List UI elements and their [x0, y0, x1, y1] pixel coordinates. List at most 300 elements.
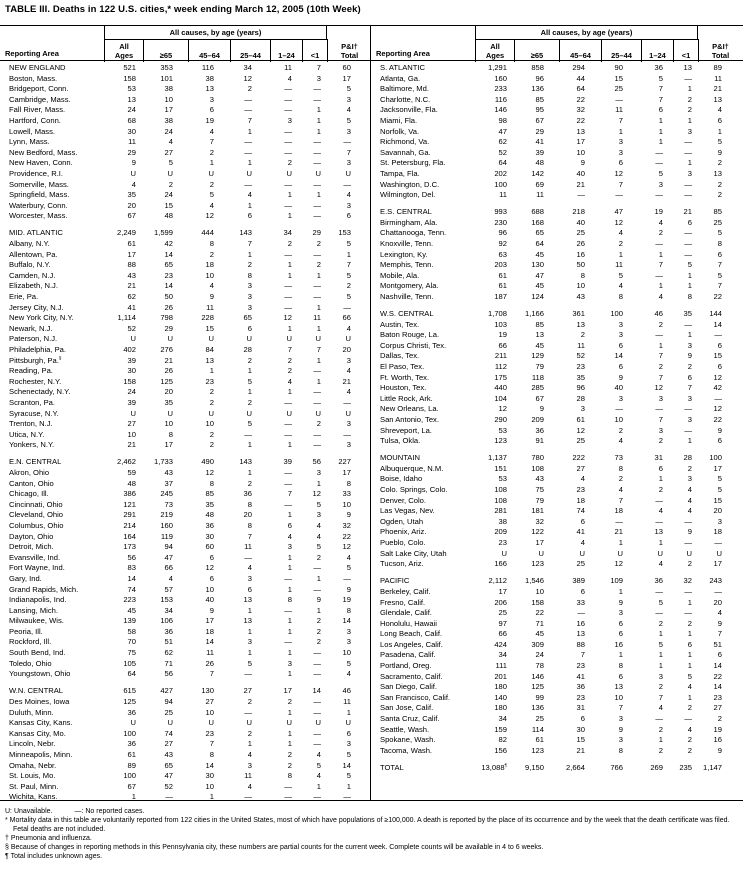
value-cell: — [343, 573, 351, 583]
city-label: Cincinnati, Ohio [9, 499, 63, 509]
value-cell: 23 [576, 692, 585, 702]
value-cell: 8 [618, 463, 623, 473]
value-cell: 1 [209, 366, 214, 376]
value-cell: 3 [346, 355, 351, 365]
value-cell: 96 [576, 383, 585, 393]
value-cell: 1,114 [117, 313, 136, 323]
value-cell: 2 [209, 440, 214, 450]
value-cell: 6 [618, 618, 623, 628]
value-cell: — [244, 105, 252, 115]
region-label: W.N. CENTRAL [9, 686, 64, 696]
value-cell: U [345, 718, 351, 728]
value-cell: 2 [209, 387, 214, 397]
city-label: Fall River, Mass. [9, 105, 66, 115]
value-cell: 140 [494, 692, 507, 702]
value-cell: 2 [247, 696, 252, 706]
value-cell: — [284, 137, 292, 147]
value-cell: 8 [618, 661, 623, 671]
value-cell: 281 [494, 506, 507, 516]
value-cell: 100 [709, 453, 722, 463]
value-cell: 36 [127, 707, 136, 717]
city-label: Minneapolis, Minn. [9, 749, 73, 759]
table-row [371, 527, 743, 538]
value-cell: 30 [127, 366, 136, 376]
value-cell: 11 [284, 63, 292, 72]
value-cell: 65 [535, 228, 544, 238]
value-cell: 62 [127, 291, 136, 301]
table-row [371, 517, 743, 528]
value-cell: 89 [713, 63, 722, 72]
region-group [0, 686, 370, 803]
table-row [0, 637, 370, 648]
table-row [371, 228, 743, 239]
value-cell: 1 [658, 137, 663, 147]
value-cell: — [284, 249, 292, 259]
value-cell: 17 [713, 463, 722, 473]
value-cell: 235 [679, 762, 692, 772]
value-cell: 8 [247, 499, 252, 509]
table-row [371, 619, 743, 630]
table-row [0, 782, 370, 793]
value-cell: 245 [160, 489, 173, 499]
value-cell: 7 [618, 115, 623, 125]
value-cell: — [313, 584, 321, 594]
value-cell: 27 [576, 463, 585, 473]
value-cell: 15 [713, 495, 722, 505]
value-cell: 10 [576, 147, 585, 157]
footnote-marker: § [58, 355, 62, 360]
value-cell: 139 [123, 616, 136, 626]
value-cell: 33 [576, 597, 585, 607]
value-cell: 3 [316, 467, 321, 477]
value-cell: 9 [717, 745, 722, 755]
table-row [0, 479, 370, 490]
value-cell: 9 [539, 404, 544, 414]
value-cell: — [684, 137, 692, 147]
city-label: Des Moines, Iowa [9, 696, 70, 706]
value-cell: — [313, 792, 321, 802]
value-cell: — [714, 330, 722, 340]
value-cell: 4 [658, 559, 663, 569]
table-row [371, 292, 743, 303]
table-row [0, 761, 370, 772]
value-cell: 95 [535, 105, 544, 115]
value-cell: 46 [342, 686, 351, 696]
value-cell: U [501, 548, 507, 558]
value-cell: 1,137 [487, 453, 507, 463]
value-cell: 2 [717, 158, 722, 168]
footnote-section: § Because of changes in reporting methods in this Pennsylvania city, these numbers are partial counts for the current week. Complete counts will be available in 4 to 6 weeks. [5, 844, 544, 851]
value-cell: 1 [247, 249, 252, 259]
value-cell: — [313, 366, 321, 376]
value-cell: — [684, 239, 692, 248]
value-cell: 209 [494, 527, 507, 537]
value-cell: 82 [498, 735, 507, 745]
value-cell: U [130, 718, 136, 728]
value-cell: 31 [576, 703, 585, 713]
value-cell: 11 [244, 542, 252, 552]
value-cell: 38 [164, 84, 173, 94]
city-label: Yonkers, N.Y. [9, 440, 55, 450]
value-cell: 7 [209, 739, 214, 749]
table-row [371, 714, 743, 725]
city-label: Utica, N.Y. [9, 429, 45, 439]
value-cell: 23 [576, 661, 585, 671]
value-cell: 2 [658, 362, 663, 372]
value-cell: U [130, 334, 136, 344]
value-cell: 12 [498, 404, 507, 414]
value-cell: 309 [531, 639, 544, 649]
value-cell: 7 [316, 63, 321, 72]
value-cell: — [684, 608, 692, 618]
value-cell: 424 [494, 639, 507, 649]
value-cell: 7 [247, 239, 252, 248]
value-cell: 10 [614, 415, 623, 424]
value-cell: 45 [535, 340, 544, 350]
value-cell: 39 [127, 355, 136, 365]
value-cell: — [684, 714, 692, 724]
value-cell: 26 [164, 366, 173, 376]
value-cell: 7 [247, 531, 252, 541]
value-cell: 158 [123, 73, 136, 83]
value-cell: 1,147 [702, 762, 722, 772]
value-cell: 10 [205, 584, 214, 594]
value-cell: 3 [687, 393, 692, 403]
value-cell: 12 [713, 372, 722, 382]
value-cell: — [684, 190, 692, 200]
table-row [371, 703, 743, 714]
city-label: Tacoma, Wash. [380, 745, 433, 755]
table-row [0, 356, 370, 367]
value-cell: — [684, 425, 692, 435]
value-cell: 12 [614, 168, 623, 178]
value-cell: 18 [614, 506, 623, 516]
value-cell: 5 [247, 419, 252, 429]
value-cell: 175 [494, 372, 507, 382]
value-cell: 1 [687, 661, 692, 671]
column-header-ge65: ≥65 [143, 39, 188, 62]
value-cell: 1 [316, 105, 321, 115]
value-cell: 22 [713, 671, 722, 681]
value-cell: — [284, 200, 292, 210]
city-label: Evansville, Ind. [9, 552, 61, 562]
value-cell: 159 [494, 724, 507, 734]
value-cell: 23 [205, 376, 214, 386]
value-cell: — [284, 478, 292, 488]
region-group [371, 763, 743, 774]
value-cell: 56 [164, 669, 173, 679]
value-cell: U [686, 548, 692, 558]
value-cell: — [655, 330, 663, 340]
value-cell: 12 [283, 313, 292, 323]
value-cell: 1 [618, 586, 623, 596]
value-cell: — [313, 658, 321, 668]
value-cell: U [716, 548, 722, 558]
value-cell: 14 [205, 637, 214, 647]
value-cell: 5 [717, 270, 722, 280]
value-cell: 290 [494, 415, 507, 424]
value-cell: 11 [128, 137, 136, 147]
city-label: Jacksonville, Fla. [380, 105, 438, 115]
value-cell: 27 [164, 147, 173, 157]
value-cell: 1 [316, 270, 321, 280]
column-header-45-64: 45–64 [188, 39, 230, 62]
column-header-pi-total: P&I† Total [698, 39, 742, 62]
table-row [371, 105, 743, 116]
table-row [0, 334, 370, 345]
value-cell: 7 [580, 650, 585, 660]
value-cell: 15 [713, 351, 722, 361]
value-cell: 79 [535, 495, 544, 505]
value-cell: 4 [687, 485, 692, 495]
value-cell: 8 [287, 771, 292, 781]
panel-body-left [0, 61, 370, 803]
table-row [371, 559, 743, 570]
value-cell: 43 [535, 474, 544, 484]
city-label: Syracuse, N.Y. [9, 408, 59, 418]
value-cell: — [284, 499, 292, 509]
value-cell: 6 [287, 520, 292, 530]
value-cell: 2 [247, 478, 252, 488]
value-cell: 21 [127, 440, 136, 450]
value-cell: 4 [209, 281, 214, 291]
value-cell: 3 [658, 425, 663, 435]
value-cell: U [130, 408, 136, 418]
value-cell: 3 [687, 126, 692, 136]
value-cell: 3 [346, 626, 351, 636]
legend-no-reported-cases: —: No reported cases. [74, 808, 145, 815]
value-cell: 3 [346, 158, 351, 168]
value-cell: 4 [687, 724, 692, 734]
value-cell: 68 [127, 115, 136, 125]
value-cell: 6 [717, 436, 722, 446]
value-cell: 67 [535, 115, 544, 125]
value-cell: 2 [247, 260, 252, 270]
value-cell: 4 [687, 682, 692, 692]
value-cell: 42 [164, 239, 173, 248]
value-cell: 56 [312, 457, 321, 467]
city-label: Pasadena, Calif. [380, 650, 436, 660]
table-row [0, 510, 370, 521]
value-cell: 41 [576, 527, 585, 537]
value-cell: 100 [610, 309, 623, 319]
table-row [0, 84, 370, 95]
value-cell: 17 [576, 137, 585, 147]
value-cell: 11 [714, 73, 722, 83]
value-cell: 64 [498, 158, 507, 168]
value-cell: 5 [687, 260, 692, 270]
value-cell: 85 [535, 94, 544, 104]
value-cell: 71 [164, 658, 173, 668]
value-cell: 50 [576, 260, 585, 270]
value-cell: 108 [494, 495, 507, 505]
table-row [0, 489, 370, 500]
value-cell: — [313, 137, 321, 147]
value-cell: 17 [205, 616, 214, 626]
value-cell: 5 [717, 474, 722, 484]
value-cell: 5 [247, 658, 252, 668]
value-cell: — [284, 573, 292, 583]
value-cell: 50 [164, 291, 173, 301]
column-header-ge65: ≥65 [514, 39, 559, 62]
value-cell: 101 [160, 73, 173, 83]
value-cell: U [579, 548, 585, 558]
column-header-lt1: <1 [673, 39, 698, 62]
value-cell: 4 [168, 573, 173, 583]
value-cell: 8 [618, 745, 623, 755]
value-cell: 5 [346, 115, 351, 125]
value-cell: 27 [713, 703, 722, 713]
value-cell: U [208, 718, 214, 728]
table-row [371, 127, 743, 138]
value-cell: 206 [494, 597, 507, 607]
value-cell: 1 [287, 563, 292, 573]
value-cell: 7 [658, 372, 663, 382]
city-label: Birmingham, Ala. [380, 217, 438, 227]
value-cell: 2 [209, 147, 214, 157]
value-cell: 10 [205, 270, 214, 280]
value-cell: 36 [164, 626, 173, 636]
value-cell: 58 [127, 626, 136, 636]
table-row [0, 180, 370, 191]
value-cell: — [313, 94, 321, 104]
value-cell: 33 [342, 489, 351, 499]
value-cell: 40 [576, 217, 585, 227]
table-row [0, 345, 370, 356]
value-cell: 34 [498, 650, 507, 660]
footnotes [5, 807, 737, 861]
value-cell: U [208, 334, 214, 344]
value-cell: 10 [205, 781, 214, 791]
region-group [371, 207, 743, 302]
value-cell: — [684, 538, 692, 548]
value-cell: 7 [618, 495, 623, 505]
value-cell: 180 [494, 703, 507, 713]
region-label: PACIFIC [380, 576, 410, 586]
value-cell: 2 [580, 330, 585, 340]
value-cell: 7 [658, 351, 663, 361]
value-cell: 34 [243, 63, 252, 72]
value-cell: 3 [346, 637, 351, 647]
city-label: Pittsburgh, Pa.§ [9, 355, 62, 365]
value-cell: — [684, 586, 692, 596]
value-cell: — [284, 94, 292, 104]
value-cell: 53 [498, 425, 507, 435]
value-cell: 402 [123, 344, 136, 354]
table-row [371, 373, 743, 384]
city-label: Duluth, Minn. [9, 707, 54, 717]
value-cell: 17 [535, 538, 544, 548]
city-label: Paterson, N.J. [9, 334, 58, 344]
value-cell: 13 [576, 319, 585, 329]
value-cell: — [284, 467, 292, 477]
value-cell: 17 [127, 249, 136, 259]
value-cell: 6 [658, 105, 663, 115]
value-cell: 47 [498, 126, 507, 136]
region-total-row [371, 63, 743, 74]
value-cell: 61 [127, 239, 136, 248]
table-row [371, 320, 743, 331]
value-cell: 121 [123, 499, 136, 509]
panel-header [0, 26, 370, 61]
value-cell: 19 [654, 207, 663, 217]
value-cell: 153 [338, 228, 351, 238]
value-cell: 1 [287, 648, 292, 658]
value-cell: — [343, 397, 351, 407]
value-cell: 13 [576, 629, 585, 639]
table-row [371, 281, 743, 292]
value-cell: 10 [164, 94, 173, 104]
value-cell: 23 [498, 538, 507, 548]
value-cell: U [167, 718, 173, 728]
value-cell: 25 [576, 436, 585, 446]
value-cell: 13 [614, 682, 623, 692]
value-cell: 1,291 [487, 63, 507, 72]
table-row [0, 158, 370, 169]
city-label: Santa Cruz, Calif. [380, 714, 440, 724]
value-cell: 5 [168, 158, 173, 168]
city-label: Wichita, Kans. [9, 792, 58, 802]
city-label: Buffalo, N.Y. [9, 260, 51, 270]
value-cell: 36 [205, 520, 214, 530]
value-cell: 2 [717, 179, 722, 189]
value-cell: 4 [168, 137, 173, 147]
value-cell: U [130, 168, 136, 178]
value-cell: 2 [209, 249, 214, 259]
value-cell: 4 [247, 781, 252, 791]
value-cell: — [313, 739, 321, 749]
span-spacer [371, 26, 475, 40]
value-cell: 15 [576, 735, 585, 745]
value-cell: — [313, 200, 321, 210]
value-cell: — [244, 792, 252, 802]
value-cell: 1 [316, 781, 321, 791]
value-cell: 130 [201, 686, 214, 696]
value-cell: 11 [536, 190, 544, 200]
value-cell: — [284, 84, 292, 94]
value-cell: U [167, 168, 173, 178]
column-header-all-ages: All Ages [104, 39, 143, 62]
value-cell: 4 [618, 436, 623, 446]
value-cell: 5 [658, 168, 663, 178]
value-cell: 2 [687, 735, 692, 745]
value-cell: 28 [243, 344, 252, 354]
table-row [0, 116, 370, 127]
value-cell: — [284, 302, 292, 312]
table-panel-left [0, 26, 371, 800]
value-cell: 84 [205, 344, 214, 354]
value-cell: 8 [209, 478, 214, 488]
value-cell: 19 [498, 330, 507, 340]
value-cell: 5 [346, 84, 351, 94]
value-cell: 11 [244, 771, 252, 781]
value-cell: 2 [687, 105, 692, 115]
column-header-reporting-area: Reporting Area [376, 48, 430, 58]
value-cell: 1 [287, 626, 292, 636]
value-cell: 3 [346, 94, 351, 104]
value-cell: 64 [576, 84, 585, 94]
value-cell: 30 [205, 531, 214, 541]
value-cell: 56 [127, 552, 136, 562]
value-cell: 1 [346, 781, 351, 791]
value-cell: 65 [164, 260, 173, 270]
value-cell: 1 [658, 340, 663, 350]
value-cell: 223 [123, 595, 136, 605]
value-cell: 993 [494, 207, 507, 217]
value-cell: 2 [247, 397, 252, 407]
value-cell: 47 [164, 771, 173, 781]
value-cell: 2 [209, 429, 214, 439]
